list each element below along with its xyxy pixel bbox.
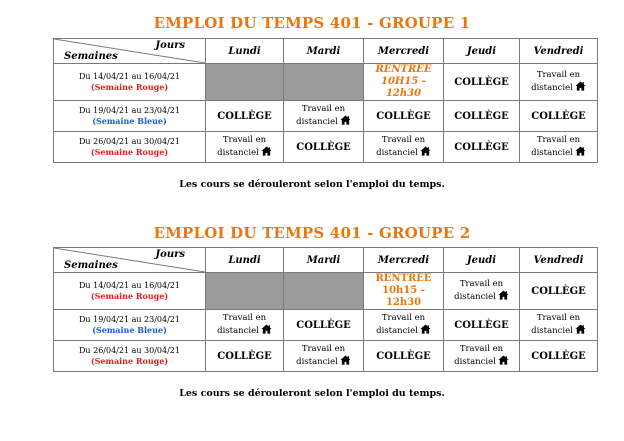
unavailable-cell — [284, 273, 364, 310]
week-color-label: (Semaine Rouge) — [90, 82, 169, 92]
week-row — [54, 310, 598, 341]
week-cell — [54, 273, 206, 310]
rentree-cell — [364, 64, 444, 101]
distanciel-line2: distanciel — [376, 326, 418, 337]
timetable-groupe-2 — [53, 247, 598, 372]
distanciel-cell — [206, 132, 284, 163]
distanciel-line2-wrap — [522, 324, 595, 337]
week-color-label: (Semaine Rouge) — [90, 147, 169, 157]
distanciel-line2-wrap — [208, 146, 281, 159]
week-color-label: (Semaine Bleue) — [92, 325, 167, 335]
distanciel-cell — [444, 341, 520, 372]
college-cell: COLLÈGE — [444, 310, 520, 341]
week-dates: Du 26/04/21 au 30/04/21 — [79, 137, 180, 146]
title-groupe-2: EMPLOI DU TEMPS 401 - GROUPE 2 — [153, 224, 471, 242]
distanciel-line1: Travail en — [301, 343, 346, 354]
week-dates: Du 19/04/21 au 23/04/21 — [79, 106, 180, 115]
day-header: Lundi — [206, 39, 284, 64]
distanciel-cell — [520, 64, 598, 101]
week-cell — [54, 341, 206, 372]
corner-semaines-label: Semaines — [64, 260, 118, 271]
week-cell — [54, 132, 206, 163]
distanciel-cell — [520, 310, 598, 341]
day-header: Mardi — [284, 39, 364, 64]
day-header: Mercredi — [364, 248, 444, 273]
unavailable-cell — [206, 273, 284, 310]
week-cell — [54, 101, 206, 132]
distanciel-cell — [284, 101, 364, 132]
distanciel-line2-wrap — [446, 355, 517, 368]
house-icon — [420, 324, 431, 334]
day-header: Vendredi — [520, 248, 598, 273]
title-groupe-1: EMPLOI DU TEMPS 401 - GROUPE 1 — [153, 14, 471, 32]
distanciel-line2-wrap — [286, 115, 361, 128]
week-row — [54, 132, 598, 163]
distanciel-cell — [444, 273, 520, 310]
distanciel-line2: distanciel — [217, 326, 259, 337]
distanciel-line2: distanciel — [376, 148, 418, 159]
week-dates: Du 19/04/21 au 23/04/21 — [79, 315, 180, 324]
house-icon — [261, 324, 272, 334]
note-groupe-1: Les cours se dérouleront selon l'emploi du temps. — [179, 179, 445, 190]
week-row — [54, 101, 598, 132]
rentree-cell — [364, 273, 444, 310]
corner-cell — [54, 39, 206, 64]
header-row — [54, 248, 598, 273]
house-icon — [575, 146, 586, 156]
rentree-hours: 10h15 - 12h30 — [382, 285, 425, 308]
header-row — [54, 39, 598, 64]
house-icon — [261, 146, 272, 156]
day-header: Jeudi — [444, 39, 520, 64]
week-dates: Du 14/04/21 au 16/04/21 — [79, 72, 180, 81]
distanciel-line1: Travail en — [536, 69, 581, 80]
corner-jours-label: Jours — [155, 40, 185, 51]
college-cell: COLLÈGE — [520, 101, 598, 132]
week-row — [54, 273, 598, 310]
week-row — [54, 64, 598, 101]
rentree-label: RENTREE — [375, 64, 432, 75]
week-cell — [54, 310, 206, 341]
distanciel-cell — [206, 310, 284, 341]
unavailable-cell — [284, 64, 364, 101]
distanciel-line1: Travail en — [222, 134, 267, 145]
house-icon — [340, 355, 351, 365]
distanciel-line1: Travail en — [301, 103, 346, 114]
distanciel-line2-wrap — [522, 146, 595, 159]
day-header: Vendredi — [520, 39, 598, 64]
college-cell: COLLÈGE — [364, 341, 444, 372]
distanciel-line1: Travail en — [381, 134, 426, 145]
house-icon — [498, 290, 509, 300]
college-cell: COLLÈGE — [444, 132, 520, 163]
distanciel-line1: Travail en — [536, 134, 581, 145]
distanciel-line1: Travail en — [222, 312, 267, 323]
distanciel-line2-wrap — [286, 355, 361, 368]
college-cell: COLLÈGE — [206, 101, 284, 132]
house-icon — [575, 81, 586, 91]
house-icon — [340, 115, 351, 125]
day-header: Mercredi — [364, 39, 444, 64]
distanciel-line1: Travail en — [459, 278, 504, 289]
week-dates: Du 26/04/21 au 30/04/21 — [79, 346, 180, 355]
house-icon — [575, 324, 586, 334]
distanciel-line2-wrap — [208, 324, 281, 337]
distanciel-line2: distanciel — [454, 292, 496, 303]
rentree-hours: 10H15 - 12h30 — [381, 76, 426, 99]
distanciel-line2: distanciel — [454, 357, 496, 368]
corner-jours-label: Jours — [155, 249, 185, 260]
distanciel-cell — [284, 341, 364, 372]
college-cell: COLLÈGE — [284, 132, 364, 163]
distanciel-line1: Travail en — [381, 312, 426, 323]
distanciel-cell — [364, 310, 444, 341]
corner-cell — [54, 248, 206, 273]
college-cell: COLLÈGE — [520, 273, 598, 310]
week-color-label: (Semaine Bleue) — [92, 116, 167, 126]
distanciel-line2-wrap — [446, 290, 517, 303]
distanciel-line2-wrap — [522, 81, 595, 94]
rentree-label: RENTREE — [375, 273, 432, 284]
distanciel-line2-wrap — [366, 324, 441, 337]
timetable-groupe-1 — [53, 38, 598, 163]
distanciel-line2: distanciel — [217, 148, 259, 159]
distanciel-line2-wrap — [366, 146, 441, 159]
college-cell: COLLÈGE — [364, 101, 444, 132]
college-cell: COLLÈGE — [206, 341, 284, 372]
distanciel-line1: Travail en — [536, 312, 581, 323]
distanciel-cell — [364, 132, 444, 163]
note-groupe-2: Les cours se dérouleront selon l'emploi du temps. — [179, 388, 445, 399]
distanciel-cell — [520, 132, 598, 163]
distanciel-line2: distanciel — [531, 83, 573, 94]
college-cell: COLLÈGE — [520, 341, 598, 372]
college-cell: COLLÈGE — [284, 310, 364, 341]
distanciel-line2: distanciel — [296, 117, 338, 128]
distanciel-line2: distanciel — [531, 326, 573, 337]
distanciel-line2: distanciel — [531, 148, 573, 159]
college-cell: COLLÈGE — [444, 64, 520, 101]
unavailable-cell — [206, 64, 284, 101]
week-row — [54, 341, 598, 372]
distanciel-line1: Travail en — [459, 343, 504, 354]
college-cell: COLLÈGE — [444, 101, 520, 132]
house-icon — [498, 355, 509, 365]
week-dates: Du 14/04/21 au 16/04/21 — [79, 281, 180, 290]
distanciel-line2: distanciel — [296, 357, 338, 368]
day-header: Mardi — [284, 248, 364, 273]
week-color-label: (Semaine Rouge) — [90, 291, 169, 301]
day-header: Jeudi — [444, 248, 520, 273]
corner-semaines-label: Semaines — [64, 51, 118, 62]
house-icon — [420, 146, 431, 156]
week-color-label: (Semaine Rouge) — [90, 356, 169, 366]
day-header: Lundi — [206, 248, 284, 273]
week-cell — [54, 64, 206, 101]
